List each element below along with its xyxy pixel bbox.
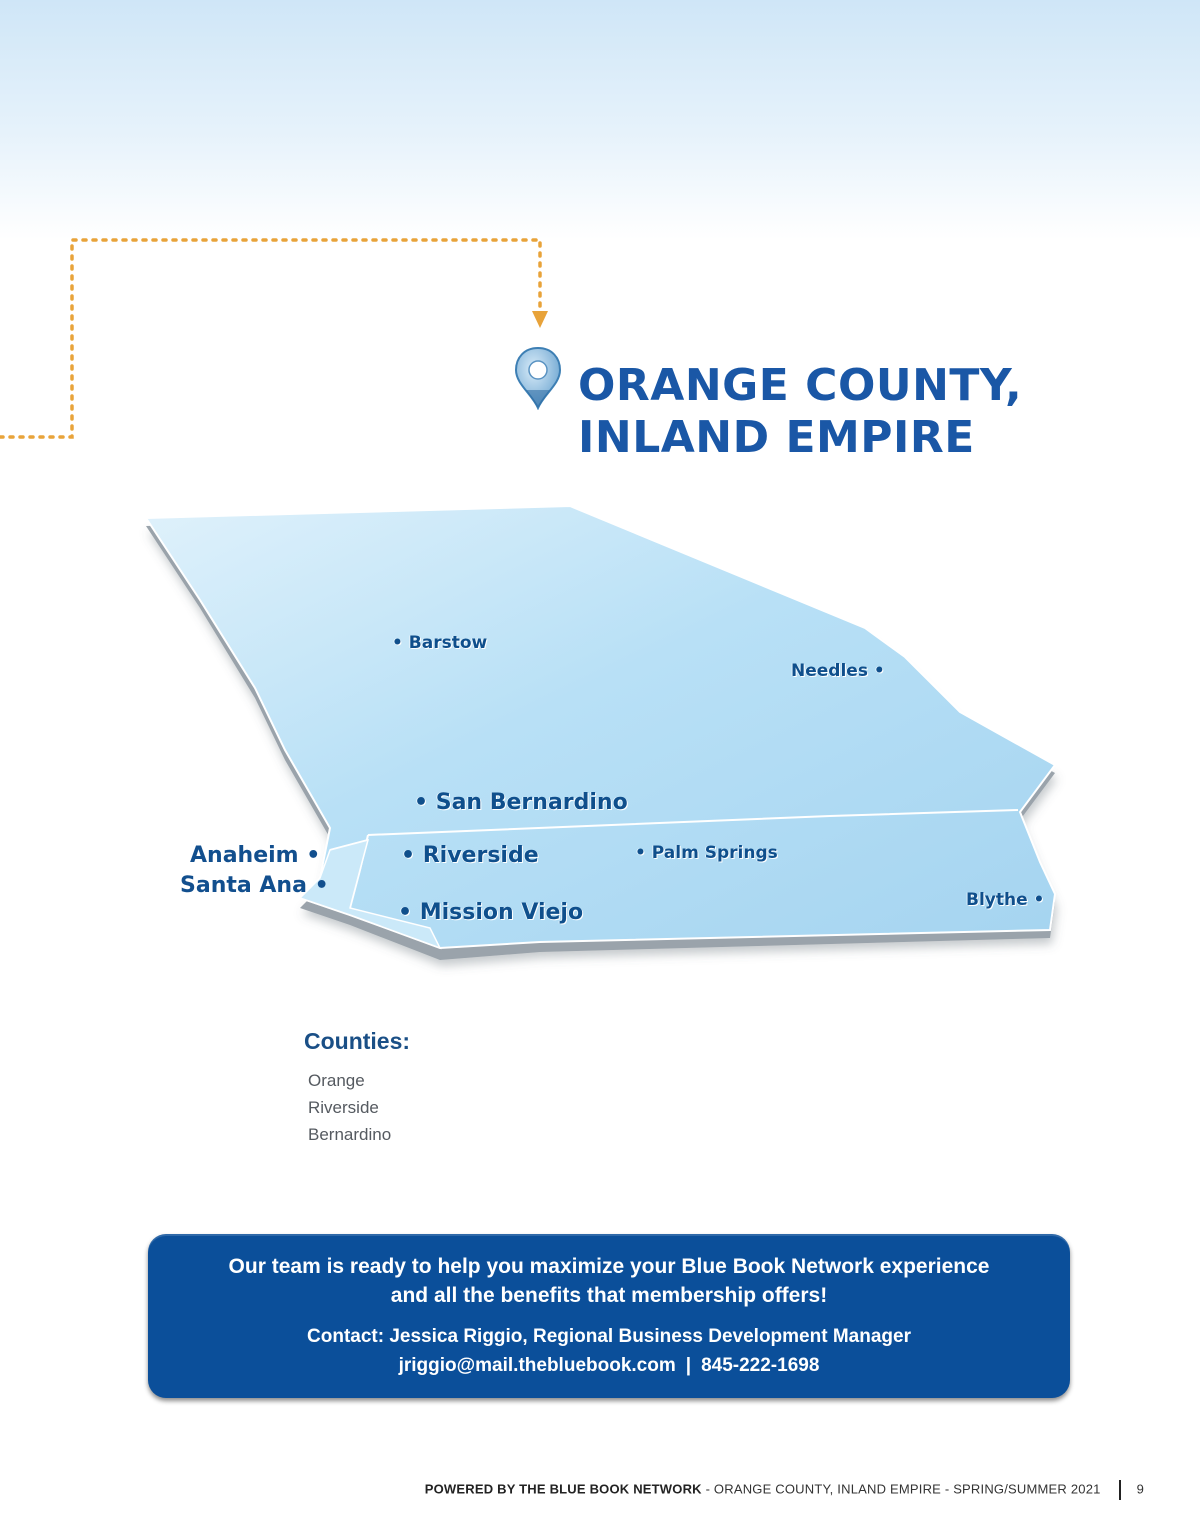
contact-info (148, 1322, 1070, 1380)
counties-section (304, 1028, 410, 1148)
city-label: Blythe • (966, 890, 1045, 910)
title-line-1: ORANGE COUNTY, (578, 360, 1023, 411)
list-item: Orange (308, 1071, 365, 1090)
city-label: Santa Ana • (180, 873, 329, 898)
page-footer (425, 1480, 1144, 1500)
arrow-down-icon (532, 311, 548, 328)
city-label: Anaheim • (190, 843, 321, 868)
contact-name: Contact: Jessica Riggio, Regional Business Development Manager (307, 1326, 911, 1347)
page-number: 9 (1136, 1481, 1144, 1497)
city-label: • San Bernardino (414, 790, 628, 815)
city-label: • Palm Springs (635, 843, 778, 863)
contact-email-link[interactable]: jriggio@mail.thebluebook.com (398, 1355, 676, 1376)
city-label: • Mission Viejo (398, 900, 584, 925)
list-item: Riverside (308, 1098, 379, 1117)
banner-line-1: Our team is ready to help you maximize your Blue Book Network experience (228, 1255, 990, 1278)
title-line-2: INLAND EMPIRE (578, 412, 975, 463)
contact-banner (148, 1234, 1070, 1398)
location-pin-icon (512, 346, 564, 410)
list-item: Bernardino (308, 1125, 392, 1144)
page-title (578, 360, 1022, 464)
footer-text: - ORANGE COUNTY, INLAND EMPIRE - SPRING/SUMMER 2021 (701, 1481, 1101, 1497)
city-label: Needles • (791, 661, 885, 681)
counties-list (304, 1067, 410, 1148)
banner-line-2: and all the benefits that membership offers! (390, 1284, 828, 1307)
city-label: • Riverside (401, 843, 539, 868)
footer-divider (1119, 1480, 1121, 1500)
footer-brand: POWERED BY THE BLUE BOOK NETWORK (424, 1481, 702, 1497)
contact-phone-link[interactable]: 845-222-1698 (701, 1355, 820, 1376)
banner-message (148, 1252, 1070, 1310)
counties-heading: Counties: (304, 1028, 411, 1054)
city-label: • Barstow (392, 633, 488, 653)
region-map (0, 490, 1200, 980)
contact-separator: | (685, 1355, 692, 1376)
